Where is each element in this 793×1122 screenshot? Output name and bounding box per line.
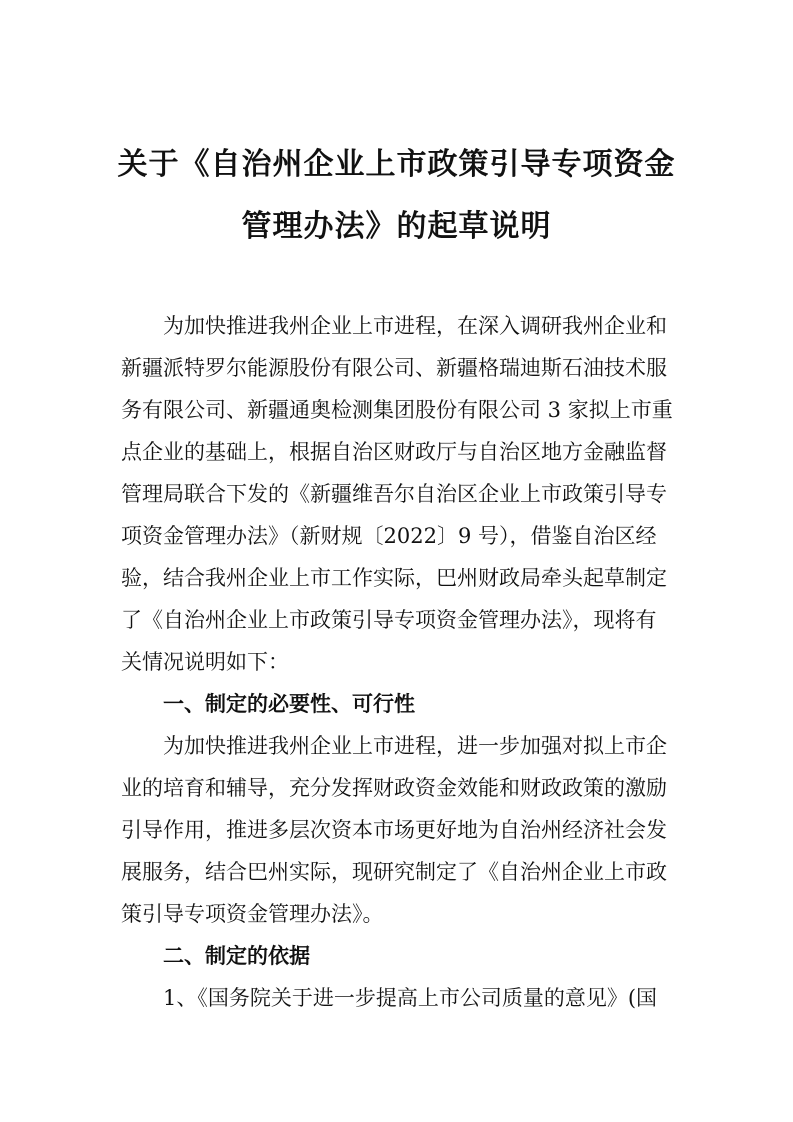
paragraph-line: 策引导专项资金管理办法》。 <box>121 902 384 926</box>
paragraph-line: 验，结合我州企业上市工作实际，巴州财政局牵头起草制定 <box>121 566 667 590</box>
paragraph-line: 业的培育和辅导，充分发挥财政资金效能和财政政策的激励 <box>121 776 667 800</box>
paragraph-line: 项资金管理办法》（新财规〔2022〕9 号），借鉴自治区经 <box>121 524 657 548</box>
document-title-line-2: 管理办法》的起草说明 <box>241 209 552 244</box>
paragraph-2 <box>0 726 793 766</box>
section-heading-1: 一、制定的必要性、可行性 <box>163 692 415 716</box>
paragraph-line: 管理局联合下发的《新疆维吾尔自治区企业上市政策引导专 <box>121 482 667 506</box>
section-heading-2: 二、制定的依据 <box>163 944 310 968</box>
paragraph-line: 引导作用，推进多层次资本市场更好地为自治州经济社会发 <box>121 818 667 842</box>
paragraph-line: 务有限公司、新疆通奥检测集团股份有限公司 3 家拟上市重 <box>121 398 673 422</box>
paragraph-line: 为加快推进我州企业上市进程，进一步加强对拟上市企 <box>163 734 667 758</box>
paragraph-3 <box>0 978 793 1018</box>
paragraph-line: 为加快推进我州企业上市进程，在深入调研我州企业和 <box>163 314 667 338</box>
paragraph-line: 展服务，结合巴州实际，现研究制定了《自治州企业上市政 <box>121 860 667 884</box>
paragraph-line: 1、《国务院关于进一步提高上市公司质量的意见》(国 <box>163 986 658 1010</box>
paragraph-line: 了《自治州企业上市政策引导专项资金管理办法》，现将有 <box>121 608 657 632</box>
paragraph-line: 点企业的基础上，根据自治区财政厅与自治区地方金融监督 <box>121 440 667 464</box>
document-title-line-1: 关于《自治州企业上市政策引导专项资金 <box>117 147 676 182</box>
paragraph-line: 关情况说明如下： <box>121 650 289 674</box>
paragraph-1 <box>0 306 793 346</box>
paragraph-line: 新疆派特罗尔能源股份有限公司、新疆格瑞迪斯石油技术服 <box>121 356 667 380</box>
